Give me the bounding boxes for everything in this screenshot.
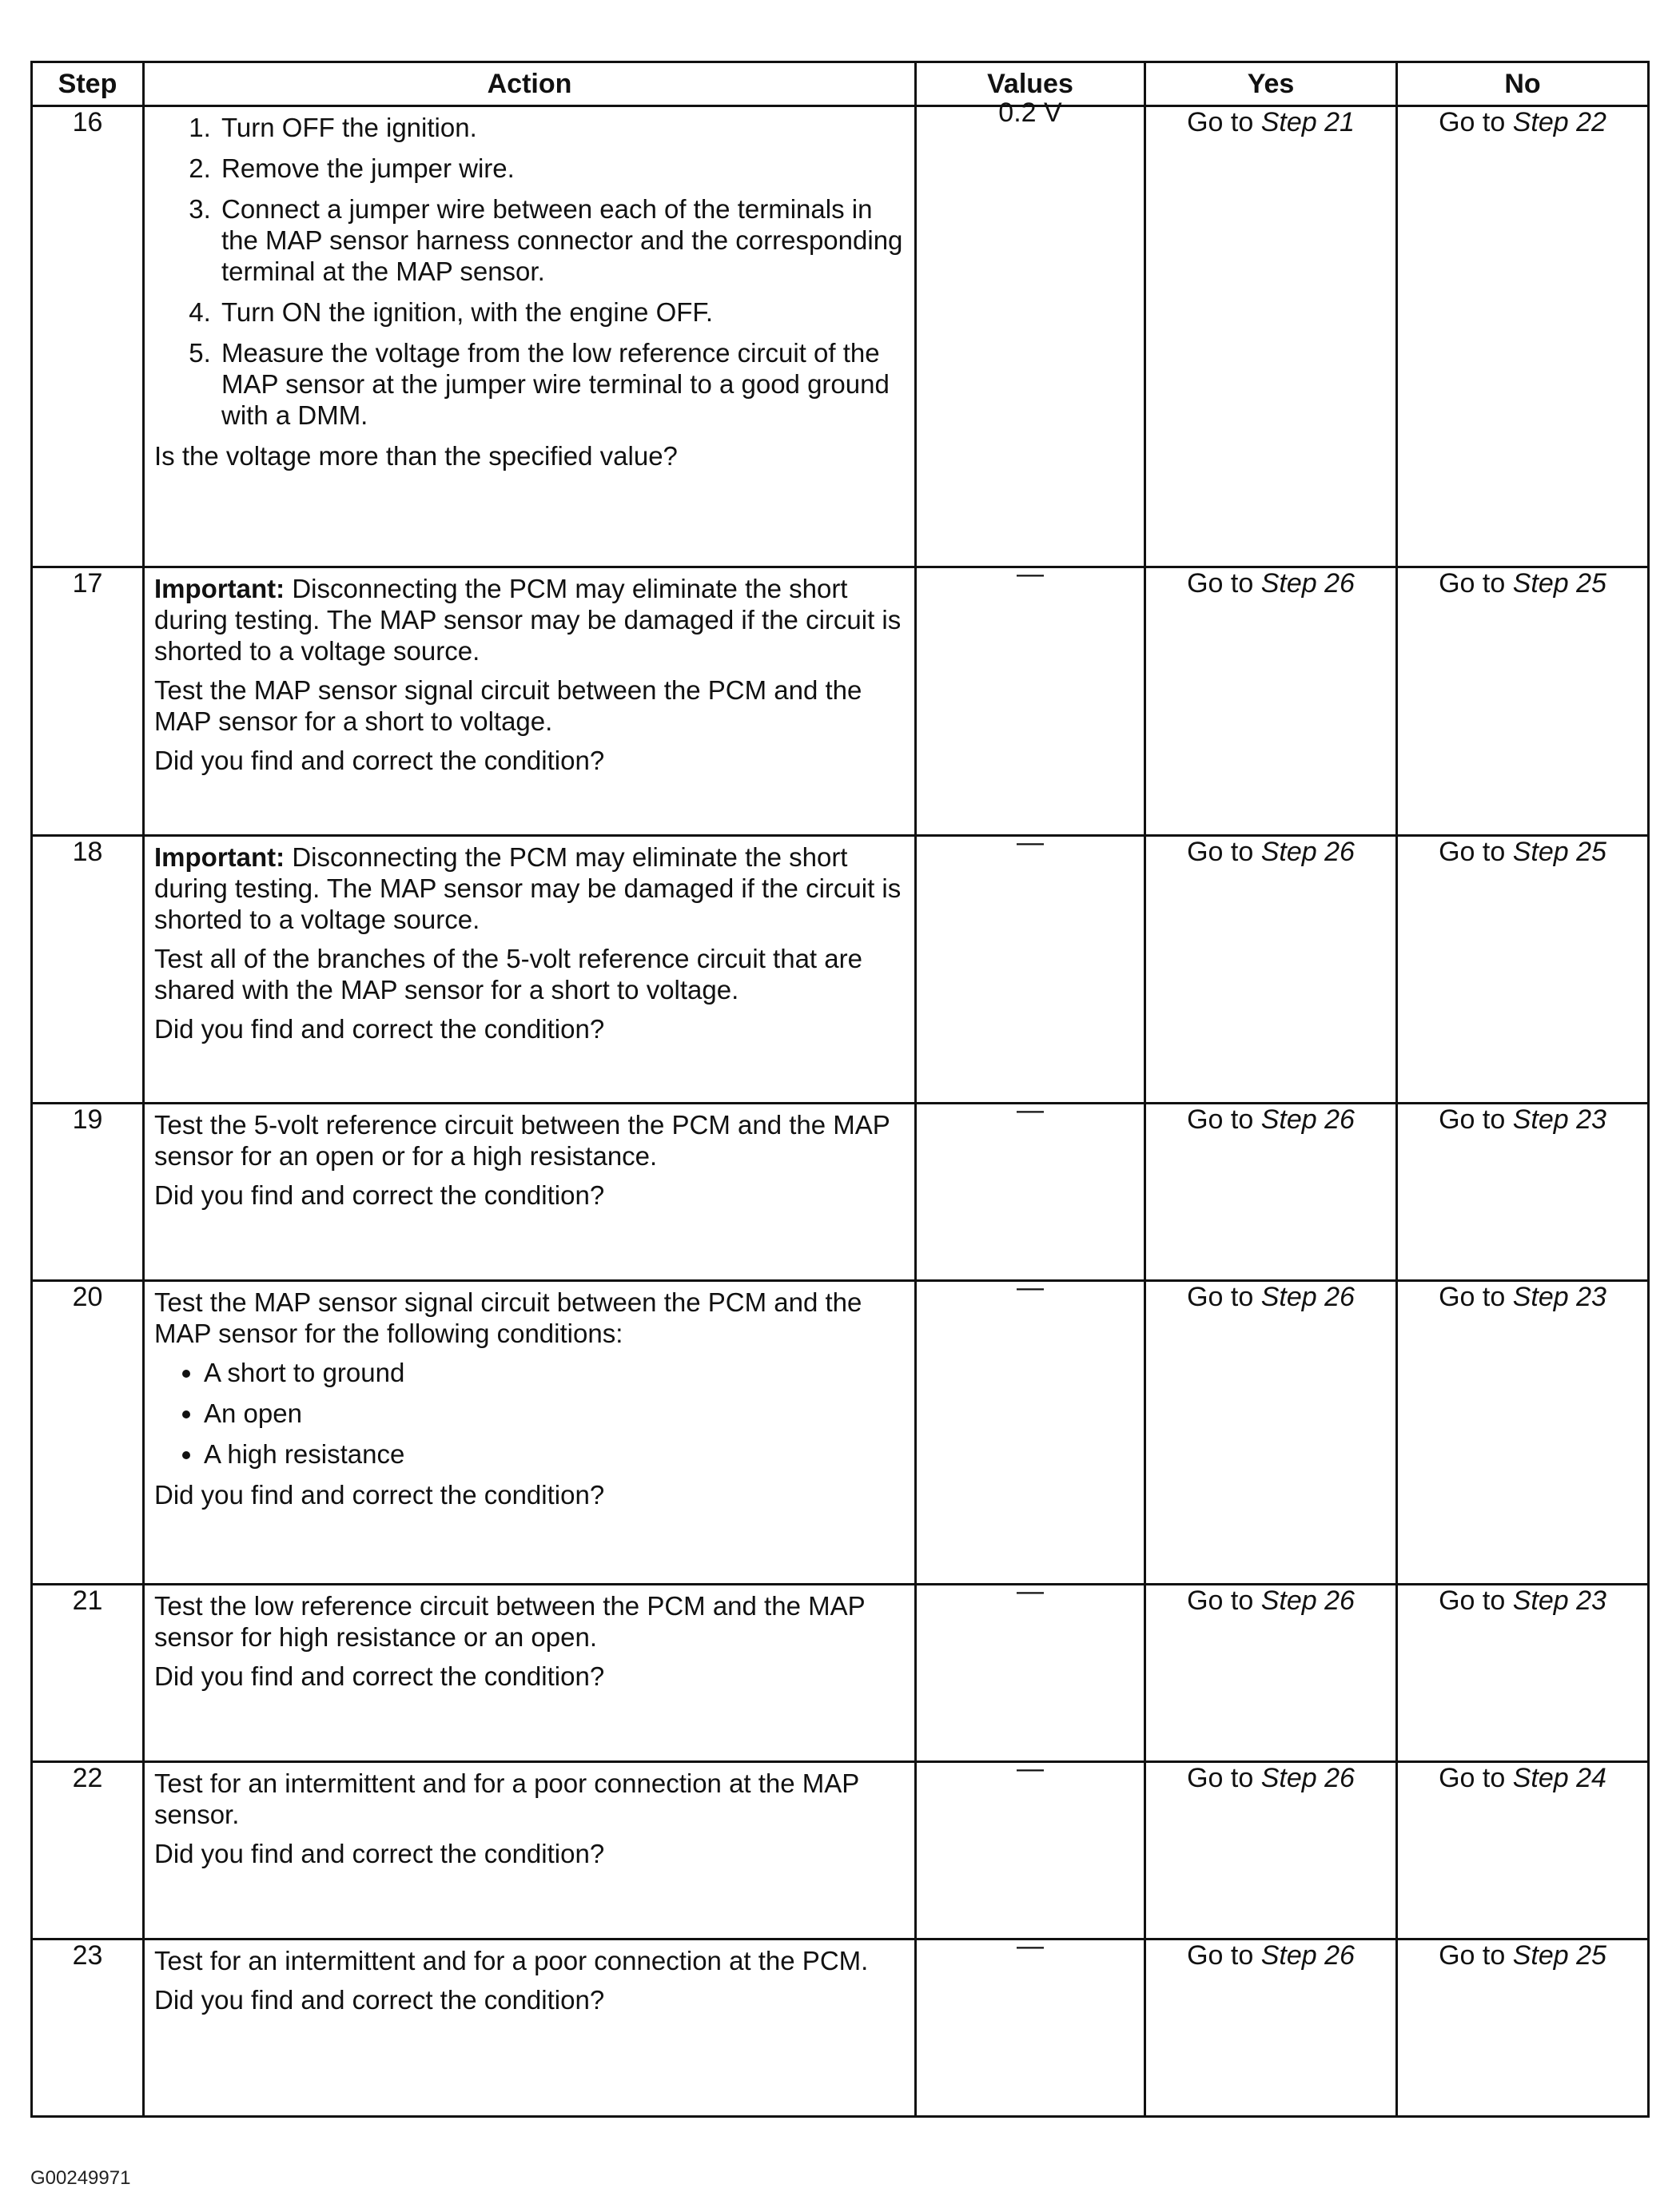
question-text: Did you find and correct the condition? [154,1839,605,1868]
question-text: Did you find and correct the condition? [154,1985,605,2015]
numbered-instructions [154,112,903,431]
goto-prefix: Go to [1439,107,1506,137]
goto-prefix: Go to [1439,568,1506,599]
no-step-link: Step 23 [1512,1585,1606,1616]
instruction-item: 1. Turn OFF the ignition. [218,112,903,143]
instruction-item: 4. Turn ON the ignition, with the engine OFF. [218,296,903,328]
action-cell [144,567,916,836]
condition-item: • A short to ground [204,1357,903,1388]
yes-step-link: Step 26 [1260,1104,1355,1135]
action-text: Test for an intermittent and for a poor connection at the PCM. [154,1946,869,1975]
yes-step-link: Step 21 [1260,107,1355,137]
action-text: Test the low reference circuit between the PCM and the MAP sensor for high resistance or an open. [154,1591,866,1652]
action-cell [144,836,916,1104]
action-text: Test the 5-volt reference circuit between the PCM and the MAP sensor for an open or for a high resistance. [154,1110,890,1171]
action-cell [144,106,916,567]
no-step-link: Step 22 [1512,107,1606,137]
goto-prefix: Go to [1187,1585,1254,1616]
instruction-item: 3. Connect a jumper wire between each of the terminals in the MAP sensor harness connector and the corresponding terminal at the MAP sensor. [218,193,903,287]
table-row [32,1281,1649,1585]
goto-prefix: Go to [1187,1104,1254,1135]
question-text: Did you find and correct the condition? [154,1661,605,1691]
table-row [32,836,1649,1104]
question-text: Did you find and correct the condition? [154,1480,605,1510]
yes-step-link: Step 26 [1260,1282,1355,1312]
value-text: — [1017,1576,1044,1606]
no-cell [1397,1762,1649,1939]
yes-step-link: Step 26 [1260,568,1355,599]
goto-prefix: Go to [1187,1940,1254,1971]
table-row [32,106,1649,567]
instruction-item: 5. Measure the voltage from the low reference circuit of the MAP sensor at the jumper wire terminal to a good ground with a DMM. [218,337,903,431]
value-text: 0.2 V [998,97,1062,128]
header-values: Values [916,62,1145,106]
question-text: Did you find and correct the condition? [154,1014,605,1044]
goto-prefix: Go to [1187,568,1254,599]
important-label: Important: [154,574,285,603]
step-number: 18 [32,836,144,1104]
action-text: Test for an intermittent and for a poor connection at the MAP sensor. [154,1768,859,1829]
yes-cell [1145,1585,1397,1762]
no-cell [1397,1104,1649,1281]
no-step-link: Step 25 [1512,837,1606,867]
goto-prefix: Go to [1439,1585,1506,1616]
yes-step-link: Step 26 [1260,1585,1355,1616]
no-step-link: Step 23 [1512,1104,1606,1135]
step-number: 21 [32,1585,144,1762]
value-cell [916,559,1145,836]
goto-prefix: Go to [1439,837,1506,867]
no-cell [1397,1939,1649,2117]
table-row [32,567,1649,836]
step-number: 16 [32,106,144,567]
action-cell [144,1281,916,1585]
yes-cell [1145,1762,1397,1939]
goto-prefix: Go to [1439,1940,1506,1971]
question-text: Did you find and correct the condition? [154,1180,605,1210]
action-cell [144,1939,916,2117]
value-cell [916,1931,1145,2117]
action-cell [144,1104,916,1281]
no-step-link: Step 25 [1512,1940,1606,1971]
yes-step-link: Step 26 [1260,837,1355,867]
yes-cell [1145,1939,1397,2117]
important-note [154,841,903,935]
value-text: — [1017,1095,1044,1125]
table-row [32,1585,1649,1762]
step-number: 17 [32,567,144,836]
important-label: Important: [154,842,285,872]
yes-cell [1145,1281,1397,1585]
step-number: 19 [32,1104,144,1281]
no-step-link: Step 24 [1512,1763,1606,1793]
question-text: Did you find and correct the condition? [154,746,605,775]
action-cell [144,1762,916,1939]
no-step-link: Step 23 [1512,1282,1606,1312]
table-row [32,1104,1649,1281]
value-text: — [1017,1753,1044,1784]
action-text: Test the MAP sensor signal circuit between the PCM and the MAP sensor for the following conditions: [154,1287,862,1348]
header-yes: Yes [1145,62,1397,106]
yes-cell [1145,106,1397,567]
header-row [32,62,1649,106]
figure-code: G00249971 [30,2167,131,2189]
header-no: No [1397,62,1649,106]
condition-item: • An open [204,1398,903,1429]
condition-list [154,1357,903,1470]
step-number: 20 [32,1281,144,1585]
value-text: — [1017,827,1044,857]
no-cell [1397,1281,1649,1585]
instruction-item: 2. Remove the jumper wire. [218,153,903,184]
action-cell [144,1585,916,1762]
value-cell [916,1095,1145,1281]
no-cell [1397,106,1649,567]
step-number: 22 [32,1762,144,1939]
no-step-link: Step 25 [1512,568,1606,599]
question-text: Is the voltage more than the specified value? [154,441,678,471]
no-cell [1397,567,1649,836]
yes-cell [1145,1104,1397,1281]
value-cell [916,1272,1145,1585]
value-cell [916,97,1145,567]
goto-prefix: Go to [1439,1763,1506,1793]
step-number: 23 [32,1939,144,2117]
value-cell [916,1576,1145,1762]
goto-prefix: Go to [1439,1104,1506,1135]
goto-prefix: Go to [1187,837,1254,867]
value-text: — [1017,559,1044,589]
yes-step-link: Step 26 [1260,1940,1355,1971]
diagnostic-steps-table [30,61,1650,2118]
yes-step-link: Step 26 [1260,1763,1355,1793]
goto-prefix: Go to [1187,107,1254,137]
no-cell [1397,836,1649,1104]
action-text: Test the MAP sensor signal circuit between the PCM and the MAP sensor for a short to voltage. [154,675,862,736]
value-text: — [1017,1272,1044,1303]
value-cell [916,1753,1145,1939]
important-text: Disconnecting the PCM may eliminate the short during testing. The MAP sensor may be damaged if the circuit is shorted to a voltage source. [154,842,902,934]
goto-prefix: Go to [1187,1282,1254,1312]
condition-item: • A high resistance [204,1438,903,1470]
value-cell [916,827,1145,1104]
no-cell [1397,1585,1649,1762]
yes-cell [1145,567,1397,836]
table-row [32,1939,1649,2117]
goto-prefix: Go to [1439,1282,1506,1312]
table-row [32,1762,1649,1939]
header-action: Action [144,62,916,106]
header-step: Step [32,62,144,106]
goto-prefix: Go to [1187,1763,1254,1793]
yes-cell [1145,836,1397,1104]
value-text: — [1017,1931,1044,1961]
action-text: Test all of the branches of the 5-volt reference circuit that are shared with the MAP sensor for a short to voltage. [154,944,862,1005]
important-note [154,573,903,666]
important-text: Disconnecting the PCM may eliminate the short during testing. The MAP sensor may be damaged if the circuit is shorted to a voltage source. [154,574,902,666]
